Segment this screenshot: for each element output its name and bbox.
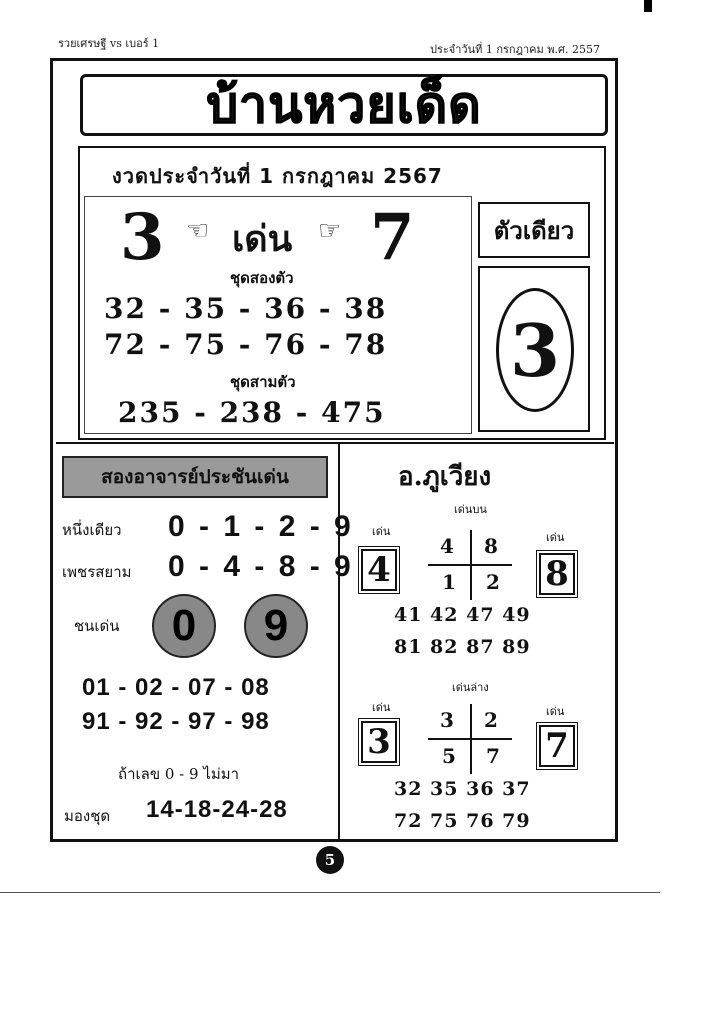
top-left-box xyxy=(358,546,400,594)
top-right-label: เด่น xyxy=(546,531,565,544)
lead-right-digit: 7 xyxy=(370,200,415,275)
top-row-1: 41 42 47 49 xyxy=(394,604,531,626)
single-number: 3 xyxy=(496,288,574,412)
single-number-box xyxy=(478,266,590,432)
bottom-left-box xyxy=(358,718,400,766)
bottom-grid-2: 2 xyxy=(484,708,498,732)
lead-left-digit: 3 xyxy=(120,200,165,275)
top-right-box xyxy=(536,550,578,598)
column-divider xyxy=(338,442,340,840)
two-digit-row-1: 32 - 35 - 36 - 38 xyxy=(104,292,388,325)
pairs-row-2: 91 - 92 - 97 - 98 xyxy=(82,708,270,735)
corner-mark xyxy=(644,0,652,12)
bottom-right-box xyxy=(536,722,578,770)
row-label-1: หนึ่งเดียว xyxy=(62,521,122,539)
two-digit-row-2: 72 - 75 - 76 - 78 xyxy=(104,328,388,361)
set-label: มองชุด xyxy=(64,807,111,825)
top-row-2: 81 82 87 89 xyxy=(394,636,531,658)
bottom-right-label: เด่น xyxy=(546,705,565,718)
page-title: บ้านหวยเด็ด xyxy=(206,75,482,134)
chon-label: ชนเด่น xyxy=(74,617,120,635)
draw-date-line: งวดประจำวันที่ 1 กรกฎาคม 2567 xyxy=(112,164,443,188)
three-digit-label: ชุดสามตัว xyxy=(230,373,296,391)
bottom-rule xyxy=(0,892,660,893)
top-grid-hline xyxy=(428,564,512,566)
bottom-right-digit: 7 xyxy=(539,725,575,767)
bottom-grid-1: 3 xyxy=(440,708,454,732)
top-grid-2: 8 xyxy=(484,534,498,558)
top-grid-1: 4 xyxy=(440,534,454,558)
top-grid-3: 1 xyxy=(442,570,456,594)
section-divider xyxy=(56,442,614,444)
bottom-grid-4: 7 xyxy=(486,744,500,768)
right-title: อ.ภูเวียง xyxy=(398,462,492,492)
header-left: รวยเศรษฐี vs เบอร์ 1 xyxy=(58,37,160,50)
single-label-box xyxy=(478,202,590,258)
pairs-row-1: 01 - 02 - 07 - 08 xyxy=(82,674,270,701)
lead-label: เด่น xyxy=(232,219,293,260)
chon-digit-2: 9 xyxy=(244,594,308,658)
left-banner-text: สองอาจารย์ประชันเด่น xyxy=(101,466,289,488)
top-grid-4: 2 xyxy=(486,570,500,594)
bottom-row-2: 72 75 76 79 xyxy=(394,810,531,832)
header-right: ประจำวันที่ 1 กรกฎาคม พ.ศ. 2557 xyxy=(430,43,600,56)
left-banner xyxy=(62,456,328,498)
row-label-2: เพชรสยาม xyxy=(62,563,132,581)
top-right-digit: 8 xyxy=(539,553,575,595)
row-value-1: 0 - 1 - 2 - 9 xyxy=(168,510,354,543)
row-value-2: 0 - 4 - 8 - 9 xyxy=(168,550,354,583)
pointing-hand-right-icon: ☞ xyxy=(318,216,342,246)
bottom-grid-hline xyxy=(428,738,512,740)
top-block-label: เด่นบน xyxy=(454,503,487,516)
bottom-row-1: 32 35 36 37 xyxy=(394,778,531,800)
bottom-left-label: เด่น xyxy=(372,701,391,714)
title-box xyxy=(80,74,608,136)
pointing-hand-left-icon: ☜ xyxy=(186,216,210,246)
two-digit-label: ชุดสองตัว xyxy=(230,269,294,287)
bottom-block-label: เด่นล่าง xyxy=(452,681,489,694)
chon-digit-1: 0 xyxy=(152,594,216,658)
bottom-left-digit: 3 xyxy=(361,721,397,763)
top-left-digit: 4 xyxy=(361,549,397,591)
three-digit-row: 235 - 238 - 475 xyxy=(118,396,386,429)
page-number: 5 xyxy=(316,846,344,874)
set-value: 14-18-24-28 xyxy=(146,796,288,823)
bottom-grid-3: 5 xyxy=(442,744,456,768)
top-left-label: เด่น xyxy=(372,525,391,538)
note-text: ถ้าเลข 0 - 9 ไม่มา xyxy=(118,765,240,783)
single-label: ตัวเดียว xyxy=(493,216,575,245)
